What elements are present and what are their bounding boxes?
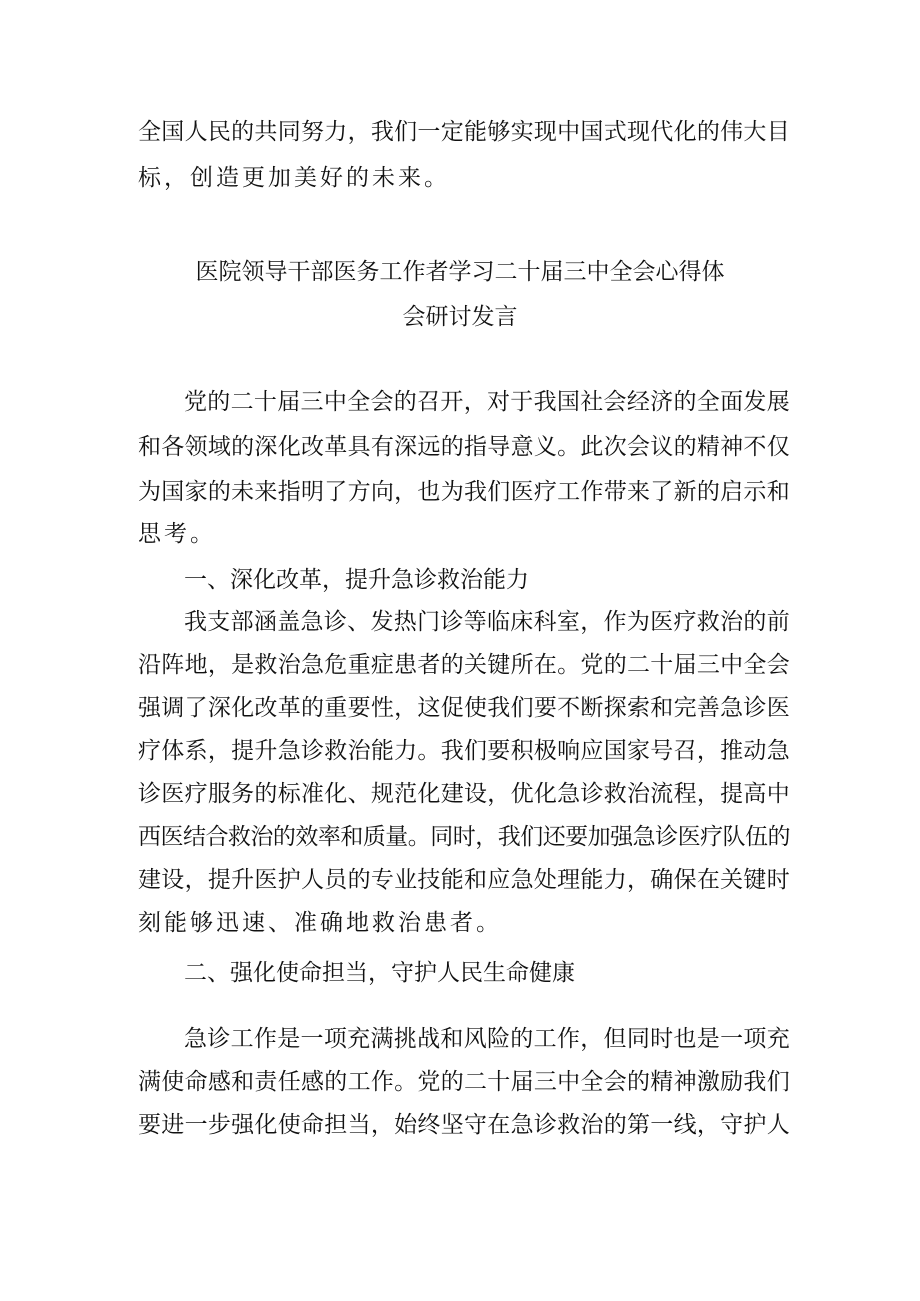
paragraph-line: 满使命感和责任感的工作。党的二十届三中全会的精神激励我们	[138, 1069, 790, 1095]
paragraph-line: 思考。	[138, 521, 216, 547]
intro-line: 标，创造更加美好的未来。	[138, 165, 450, 191]
paragraph-line: 和各领域的深化改革具有深远的指导意义。此次会议的精神不仅	[138, 434, 790, 460]
document-title: 医院领导干部医务工作者学习二十届三中全会心得体	[195, 259, 725, 285]
paragraph-line: 我支部涵盖急诊、发热门诊等临床科室，作为医疗救治的前	[184, 609, 790, 635]
document-title: 会研讨发言	[402, 304, 518, 330]
paragraph-line: 沿阵地，是救治急危重症患者的关键所在。党的二十届三中全会	[138, 652, 790, 678]
paragraph-line: 要进一步强化使命担当，始终坚守在急诊救治的第一线，守护人	[138, 1112, 790, 1138]
paragraph-line: 刻能够迅速、准确地救治患者。	[138, 910, 502, 936]
paragraph-line: 为国家的未来指明了方向，也为我们医疗工作带来了新的启示和	[138, 479, 790, 505]
section-heading: 二、强化使命担当，守护人民生命健康	[184, 960, 575, 986]
paragraph-line: 强调了深化改革的重要性，这促使我们要不断探索和完善急诊医	[138, 695, 790, 721]
intro-line: 全国人民的共同努力，我们一定能够实现中国式现代化的伟大目	[138, 119, 790, 145]
paragraph-line: 急诊工作是一项充满挑战和风险的工作，但同时也是一项充	[184, 1026, 790, 1052]
paragraph-line: 党的二十届三中全会的召开，对于我国社会经济的全面发展	[184, 389, 790, 415]
paragraph-line: 疗体系，提升急诊救治能力。我们要积极响应国家号召，推动急	[138, 738, 790, 764]
section-heading: 一、深化改革，提升急诊救治能力	[184, 567, 529, 593]
paragraph-line: 诊医疗服务的标准化、规范化建设，优化急诊救治流程，提高中	[138, 781, 790, 807]
paragraph-line: 西医结合救治的效率和质量。同时，我们还要加强急诊医疗队伍的	[138, 824, 791, 850]
paragraph-line: 建设，提升医护人员的专业技能和应急处理能力，确保在关键时	[138, 867, 790, 893]
